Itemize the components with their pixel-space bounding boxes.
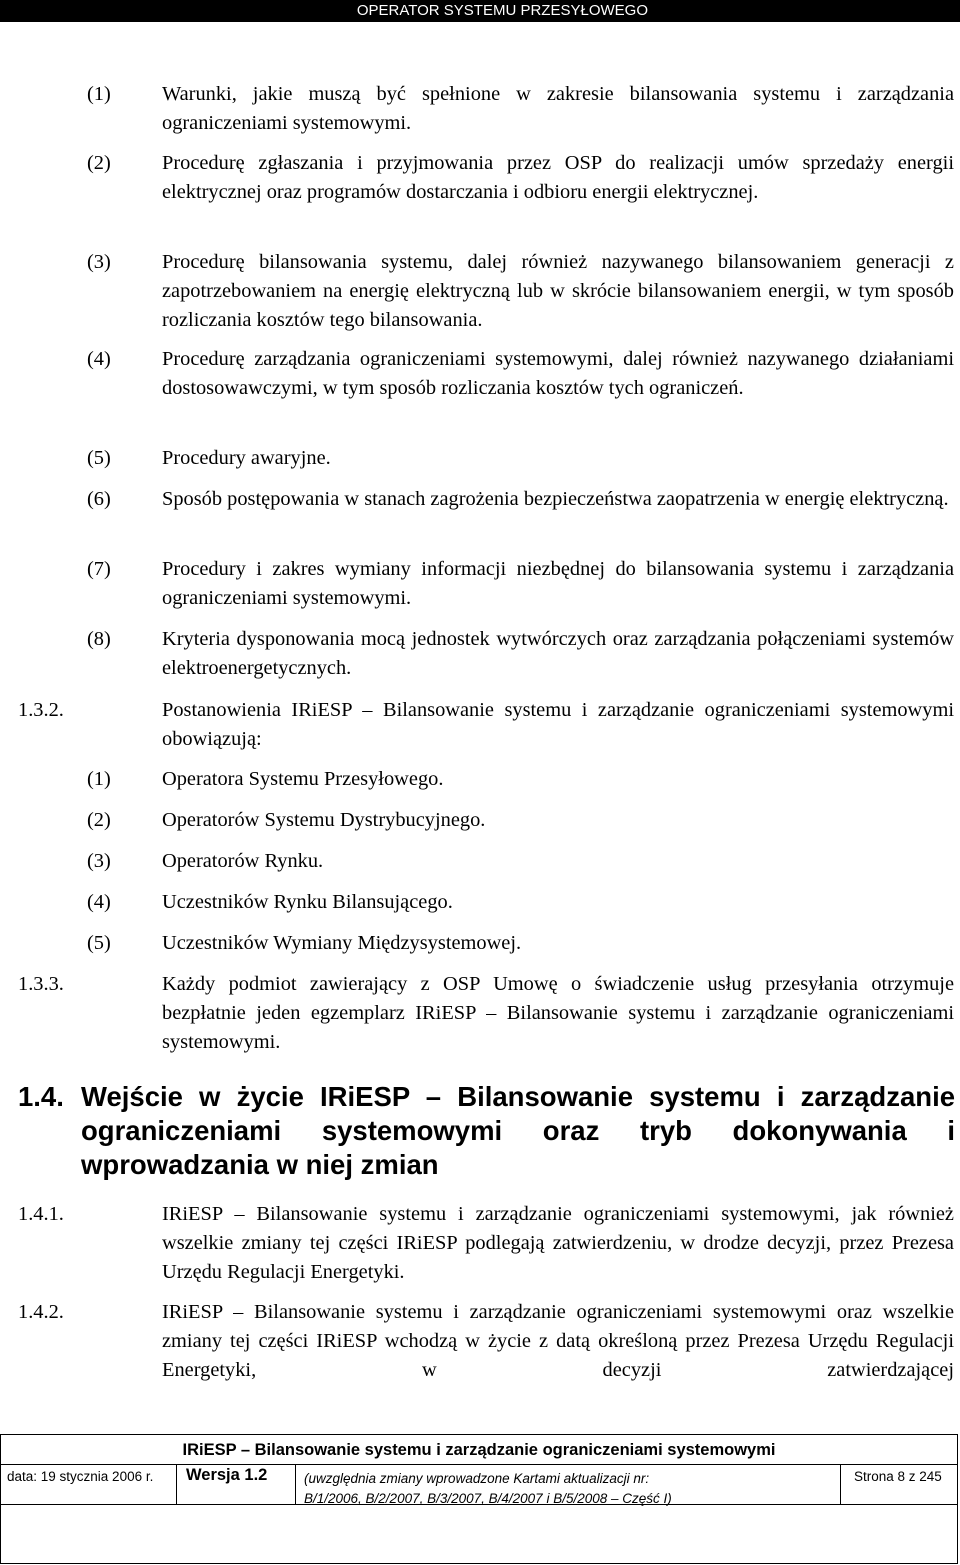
list-item-text: Procedurę zarządzania ograniczeniami systemowymi, dalej również nazywanego działaniami dostosowawczymi, w tym sposób rozliczania kosztów tych ograniczeń. (162, 348, 954, 399)
footer-update-note (296, 1465, 841, 1505)
list-item-text: Uczestników Rynku Bilansującego. (162, 891, 453, 913)
list-item-text: Procedury i zakres wymiany informacji niezbędnej do bilansowania systemu i zarządzania ograniczeniami systemowymi. (162, 558, 954, 609)
list-item-number: (3) (87, 251, 111, 273)
section-heading (18, 1080, 958, 1182)
page-header (0, 0, 960, 22)
list-item-number: (2) (87, 809, 111, 831)
footer-update-line-2: B/1/2006, B/2/2007, B/3/2007, B/4/2007 i B/5/2008 – Część I) (304, 1491, 672, 1506)
footer-update-line-1: (uwzględnia zmiany wprowadzone Kartami aktualizacji nr: (304, 1471, 650, 1486)
page-footer (0, 1434, 958, 1564)
list-item-number: (1) (87, 768, 111, 790)
list-item-number: (6) (87, 488, 111, 510)
footer-title: IRiESP – Bilansowanie systemu i zarządzanie ograniczeniami systemowymi (1, 1435, 957, 1465)
footer-info-row (1, 1465, 957, 1505)
list-item-text: Uczestników Wymiany Międzysystemowej. (162, 932, 522, 954)
heading-number: 1.4. (18, 1081, 64, 1112)
list-item-number: (5) (87, 447, 111, 469)
section-number: 1.3.2. (18, 699, 64, 721)
footer-version: Wersja 1.2 (177, 1465, 296, 1505)
heading-text: Wejście w życie IRiESP – Bilansowanie systemu i zarządzanie ograniczeniami systemowymi oraz tryb dokonywania i wprowadzania w niej zmian (81, 1081, 955, 1180)
list-item-number: (2) (87, 152, 111, 174)
list-item-text: Procedury awaryjne. (162, 447, 331, 469)
section-text: IRiESP – Bilansowanie systemu i zarządzanie ograniczeniami systemowymi, jak również wszelkie zmiany tej części IRiESP podlegają zatwierdzeniu, w drodze decyzji, przez Prezesa Urzędu Regulacji Energetyki. (162, 1203, 954, 1283)
list-item-text: Operatorów Systemu Dystrybucyjnego. (162, 809, 486, 831)
section-text: Postanowienia IRiESP – Bilansowanie systemu i zarządzanie ograniczeniami systemowymi obowiązują: (162, 699, 954, 750)
list-item-text: Procedurę bilansowania systemu, dalej również nazywanego bilansowaniem generacji z zapotrzebowaniem na energię elektryczną lub w skrócie bilansowaniem energii, w tym sposób rozliczania kosztów tego bilansowania. (162, 251, 954, 331)
list-item-number: (8) (87, 628, 111, 650)
list-item-text: Warunki, jakie muszą być spełnione w zakresie bilansowania systemu i zarządzania ograniczeniami systemowymi. (162, 83, 954, 134)
section-text: IRiESP – Bilansowanie systemu i zarządzanie ograniczeniami systemowymi oraz wszelkie zmiany tej części IRiESP wchodzą w życie z datą określoną przez Prezesa Urzędu Regulacji Energetyki, w decyzji zatwierdzającej (162, 1301, 954, 1381)
list-item-text: Kryteria dysponowania mocą jednostek wytwórczych oraz zarządzania połączeniami systemów elektroenergetycznych. (162, 628, 954, 679)
list-item-text: Operatora Systemu Przesyłowego. (162, 768, 444, 790)
list-item-text: Operatorów Rynku. (162, 850, 324, 872)
section-number: 1.4.1. (18, 1203, 64, 1225)
list-item-text: Procedurę zgłaszania i przyjmowania przez OSP do realizacji umów sprzedaży energii elektrycznej oraz programów dostarczania i odbioru energii elektrycznej. (162, 152, 954, 203)
list-item-number: (7) (87, 558, 111, 580)
section-text: Każdy podmiot zawierający z OSP Umowę o świadczenie usług przesyłania otrzymuje bezpłatnie jeden egzemplarz IRiESP – Bilansowanie systemu i zarządzanie ograniczeniami systemowymi. (162, 973, 954, 1053)
header-title: OPERATOR SYSTEMU PRZESYŁOWEGO (356, 2, 648, 19)
footer-page-number: Strona 8 z 245 (854, 1469, 942, 1484)
footer-date: data: 19 stycznia 2006 r. (1, 1465, 177, 1505)
list-item-number: (4) (87, 891, 111, 913)
list-item-number: (1) (87, 83, 111, 105)
list-item-number: (3) (87, 850, 111, 872)
list-item-number: (5) (87, 932, 111, 954)
list-item-text: Sposób postępowania w stanach zagrożenia bezpieczeństwa zaopatrzenia w energię elektryczną. (162, 488, 949, 510)
section-number: 1.4.2. (18, 1301, 64, 1323)
list-item-number: (4) (87, 348, 111, 370)
section-number: 1.3.3. (18, 973, 64, 995)
